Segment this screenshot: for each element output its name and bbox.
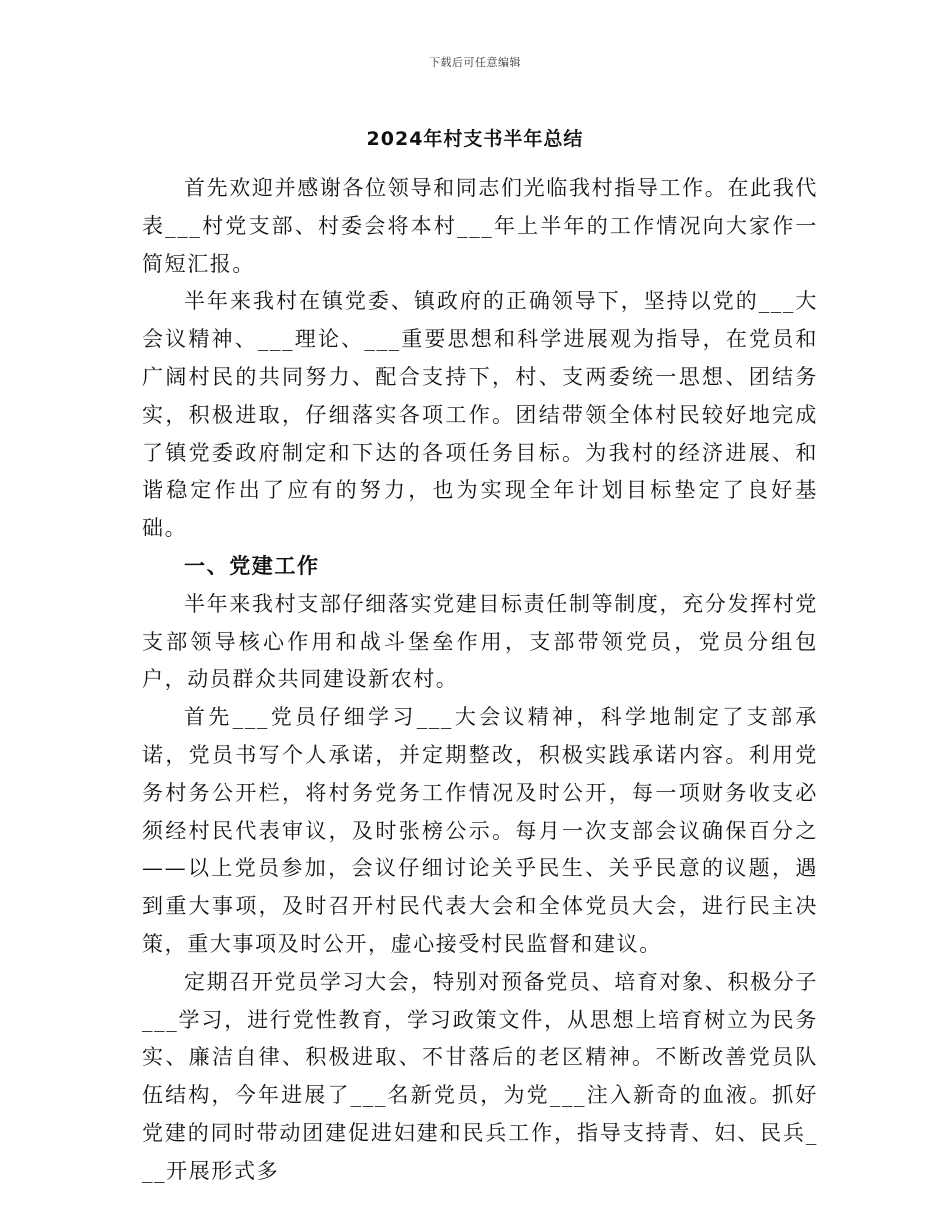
section-heading-party-building: 一、党建工作 bbox=[184, 553, 320, 578]
intro-paragraph-2: 半年来我村在镇党委、镇政府的正确领导下，坚持以党的___大会议精神、___理论、___重要思想和科学进展观为指导，在党员和广阔村民的共同努力、配合支持下，村、支两委统一思想、团结务实，积极进取，仔细落实各项工作。团结带领全体村民较好地完成了镇党委政府制定和下达的各项任务目标。为我村的经济进展、和谐稳定作出了应有的努力，也为实现全年计划目标垫定了良好基础。 bbox=[142, 289, 818, 541]
section1-paragraph-3: 定期召开党员学习大会，特别对预备党员、培育对象、积极分子___学习，进行党性教育，学习政策文件，从思想上培育树立为民务实、廉洁自律、积极进取、不甘落后的老区精神。不断改善党员队伍结构，今年进展了___名新党员，为党___注入新奇的血液。抓好党建的同时带动团建促进妇建和民兵工作，指导支持青、妇、民兵___开展形式多 bbox=[142, 969, 818, 1183]
section1-paragraph-1: 半年来我村支部仔细落实党建目标责任制等制度，充分发挥村党支部领导核心作用和战斗堡垒作用，支部带领党员，党员分组包户，动员群众共同建设新农村。 bbox=[142, 591, 818, 692]
document-title: 2024年村支书半年总结 bbox=[366, 128, 584, 150]
document-body bbox=[142, 170, 818, 1191]
header-note: 下载后可任意编辑 bbox=[429, 56, 521, 69]
intro-paragraph-1: 首先欢迎并感谢各位领导和同志们光临我村指导工作。在此我代表___村党支部、村委会将本村___年上半年的工作情况向大家作一简短汇报。 bbox=[142, 176, 818, 276]
section1-paragraph-2: 首先___党员仔细学习___大会议精神，科学地制定了支部承诺，党员书写个人承诺，并定期整改，积极实践承诺内容。利用党务村务公开栏，将村务党务工作情况及时公开，每一项财务收支必须经村民代表审议，及时张榜公示。每月一次支部会议确保百分之——以上党员参加，会议仔细讨论关乎民生、关乎民意的议题，遇到重大事项，及时召开村民代表大会和全体党员大会，进行民主决策，重大事项及时公开，虚心接受村民监督和建议。 bbox=[142, 705, 818, 956]
